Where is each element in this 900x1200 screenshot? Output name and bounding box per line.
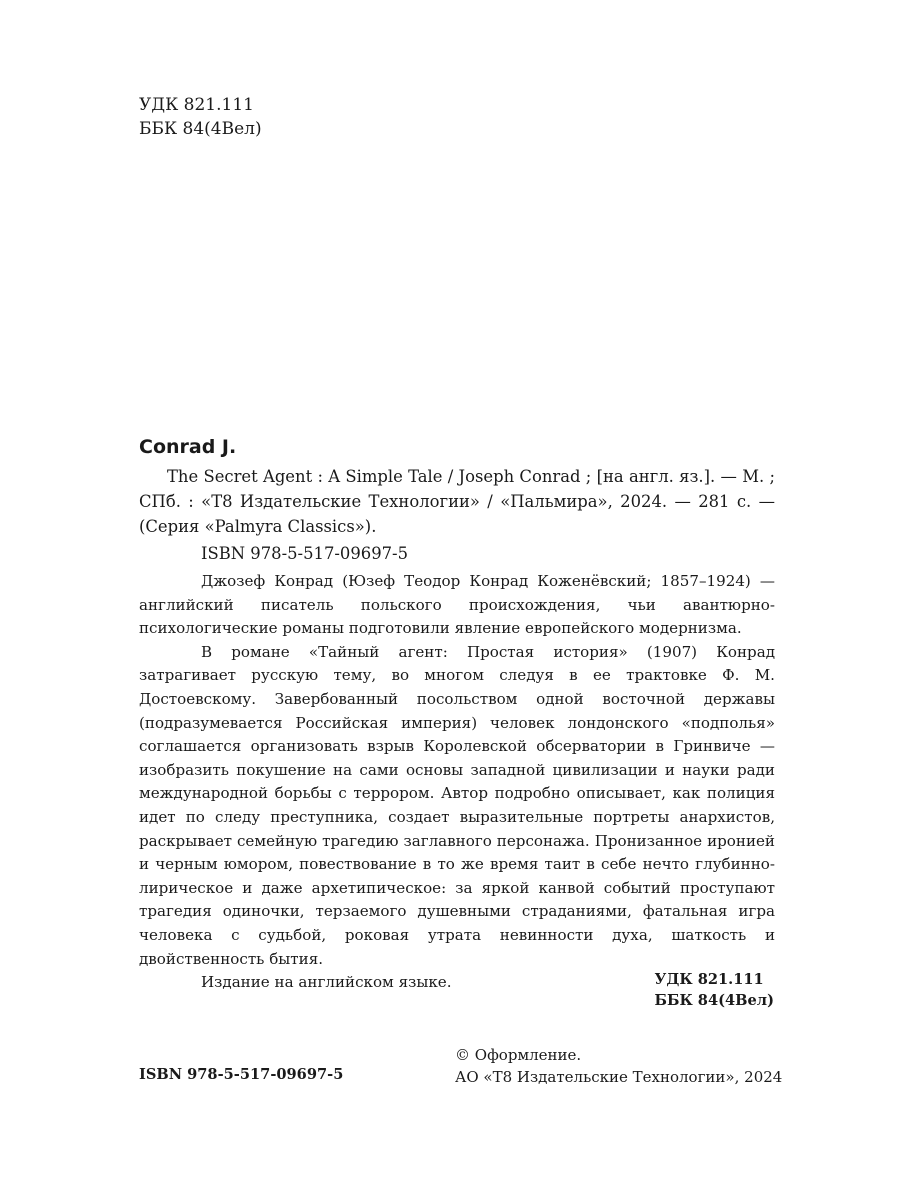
udk-code-bottom: УДК 821.111 bbox=[654, 971, 764, 988]
annotation-paragraph-2: В романе «Тайный агент: Простая история» (1907) Конрад затрагивает русскую тему, во многом следуя в ее трактовке Ф. М. Достоевскому. Завербованный посольством одной восточной державы (подразумевается Российская империя) человек лондонского «подполья» соглашается организовать взрыв Королевской обсерватории в Гринвиче — изобразить покушение на сами основы западной цивилизации и науки ради международной борьбы с террором. Автор подробно описывает, как полиция идет по следу преступника, создает выразительные портреты анархистов, раскрывает семейную трагедию заглавного персонажа. Пронизанное иронией и черным юмором, повествование в то же время таит в себе нечто глубинно-лирическое и даже архетипическое: за яркой канвой событий проступают трагедия одиночки, терзаемого душевными страданиями, фатальная игра человека с судьбой, роковая утрата невинности духа, шаткость и двойственность бытия. bbox=[139, 642, 775, 968]
bottom-classification-codes bbox=[655, 969, 774, 1011]
copyright-line-2: АО «Т8 Издательские Технологии», 2024 bbox=[455, 1068, 783, 1086]
copyright-line-1: © Оформление. bbox=[455, 1046, 582, 1064]
bbk-code: ББК 84(4Вел) bbox=[139, 119, 262, 139]
bibliographic-description: The Secret Agent : A Simple Tale / Joseph Conrad ; [на англ. яз.]. — М. ; СПб. : «Т8 Издательские Технологии» / «Пальмира», 2024. — 281 с. — (Серия «Palmyra Classics»). bbox=[139, 467, 775, 536]
copyright-block bbox=[455, 1044, 782, 1088]
bibliographic-entry bbox=[139, 434, 775, 995]
annotation-paragraph-1: Джозеф Конрад (Юзеф Теодор Конрад Коженёвский; 1857–1924) — английский писатель польского происхождения, чьи авантюрно-психологические романы подготовили явление европейского модернизма. bbox=[139, 572, 775, 638]
bbk-code-bottom: ББК 84(4Вел) bbox=[654, 992, 774, 1009]
author-heading: Conrad J. bbox=[139, 436, 237, 458]
footer-isbn: ISBN 978-5-517-09697-5 bbox=[139, 1066, 344, 1083]
udk-code: УДК 821.111 bbox=[139, 95, 254, 115]
annotation-paragraph-3: Издание на английском языке. bbox=[201, 973, 452, 992]
top-classification-codes bbox=[139, 93, 262, 141]
entry-isbn: ISBN 978-5-517-09697-5 bbox=[201, 544, 409, 563]
